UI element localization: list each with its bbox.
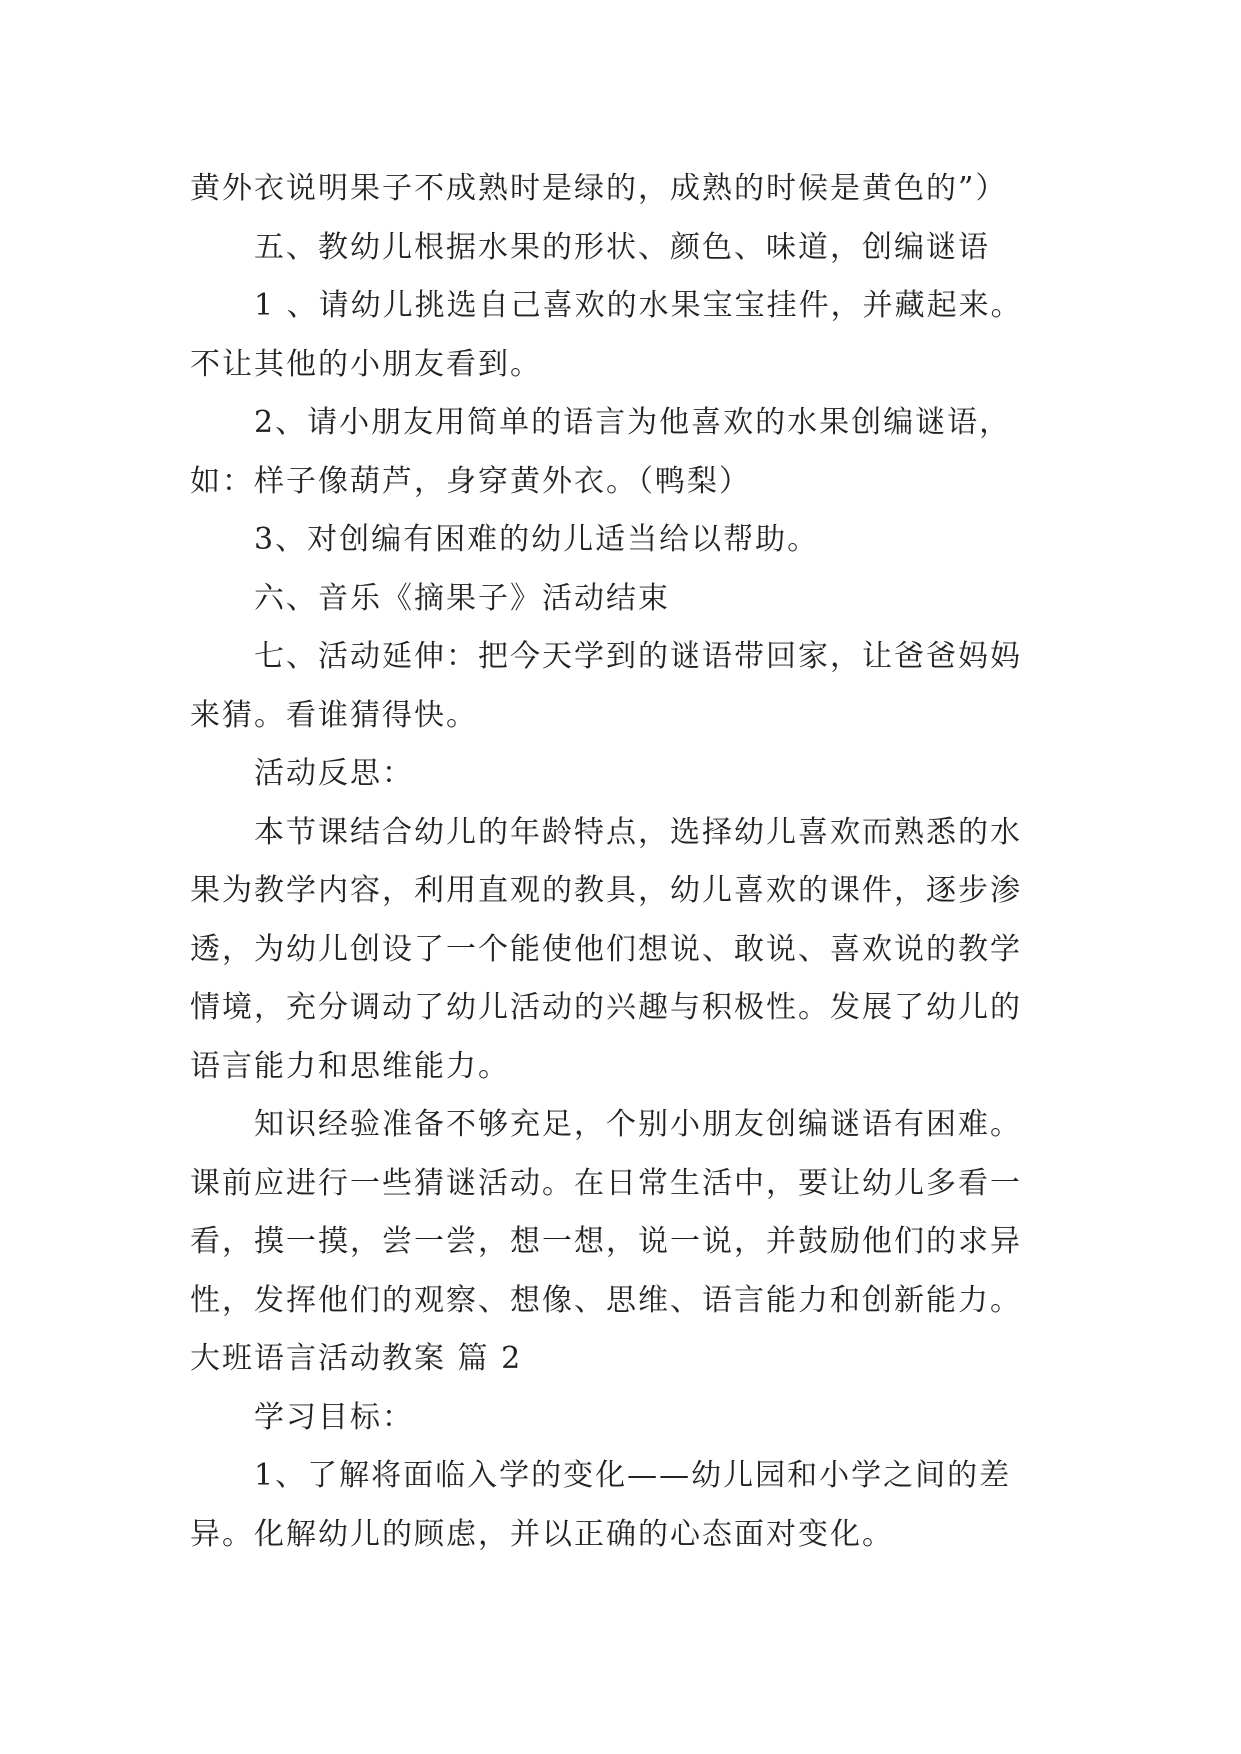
text-line: 本节课结合幼儿的年龄特点，选择幼儿喜欢而熟悉的水: [254, 814, 1022, 850]
text-line: 语言能力和思维能力。: [190, 1048, 510, 1084]
text-line: 果为教学内容，利用直观的教具，幼儿喜欢的课件，逐步渗: [190, 873, 1022, 908]
text-line: 性，发挥他们的观察、想像、思维、语言能力和创新能力。: [190, 1282, 1022, 1318]
text-line: 来猜。看谁猜得快。: [190, 697, 478, 733]
text-line: 知识经验准备不够充足，个别小朋友创编谜语有困难。: [254, 1107, 1022, 1142]
text-line: 不让其他的小朋友看到。: [190, 346, 542, 382]
text-line: 透，为幼儿创设了一个能使他们想说、敢说、喜欢说的教学: [190, 931, 1022, 967]
section-heading: 五、教幼儿根据水果的形状、颜色、味道，创编谜语: [254, 229, 990, 265]
section-heading: 活动反思：: [254, 756, 414, 791]
text-line: 课前应进行一些猜谜活动。在日常生活中，要让幼儿多看一: [190, 1165, 1022, 1201]
section-heading: 七、活动延伸：把今天学到的谜语带回家，让爸爸妈妈: [254, 639, 1022, 674]
text-line: 1 、请幼儿挑选自己喜欢的水果宝宝挂件，并藏起来。: [254, 288, 1023, 323]
text-line: 3、对创编有困难的幼儿适当给以帮助。: [254, 522, 820, 557]
text-line: 情境，充分调动了幼儿活动的兴趣与积极性。发展了幼儿的: [190, 990, 1022, 1025]
text-line: 如：样子像葫芦，身穿黄外衣。（鸭梨）: [190, 463, 751, 499]
section-heading: 学习目标：: [254, 1399, 414, 1435]
document-body: [190, 160, 1070, 1564]
section-heading: 六、音乐《摘果子》活动结束: [254, 580, 670, 616]
text-line: 1、了解将面临入学的变化——幼儿园和小学之间的差: [254, 1458, 1012, 1493]
article-title: 大班语言活动教案 篇 2: [190, 1341, 523, 1376]
text-line: 看，摸一摸，尝一尝，想一想，说一说，并鼓励他们的求异: [190, 1224, 1022, 1259]
text-line: 黄外衣说明果子不成熟时是绿的，成熟的时候是黄色的”）: [190, 171, 1008, 206]
text-line: 异。化解幼儿的顾虑，并以正确的心态面对变化。: [190, 1516, 894, 1552]
text-line: 2、请小朋友用简单的语言为他喜欢的水果创编谜语，: [254, 405, 1012, 440]
